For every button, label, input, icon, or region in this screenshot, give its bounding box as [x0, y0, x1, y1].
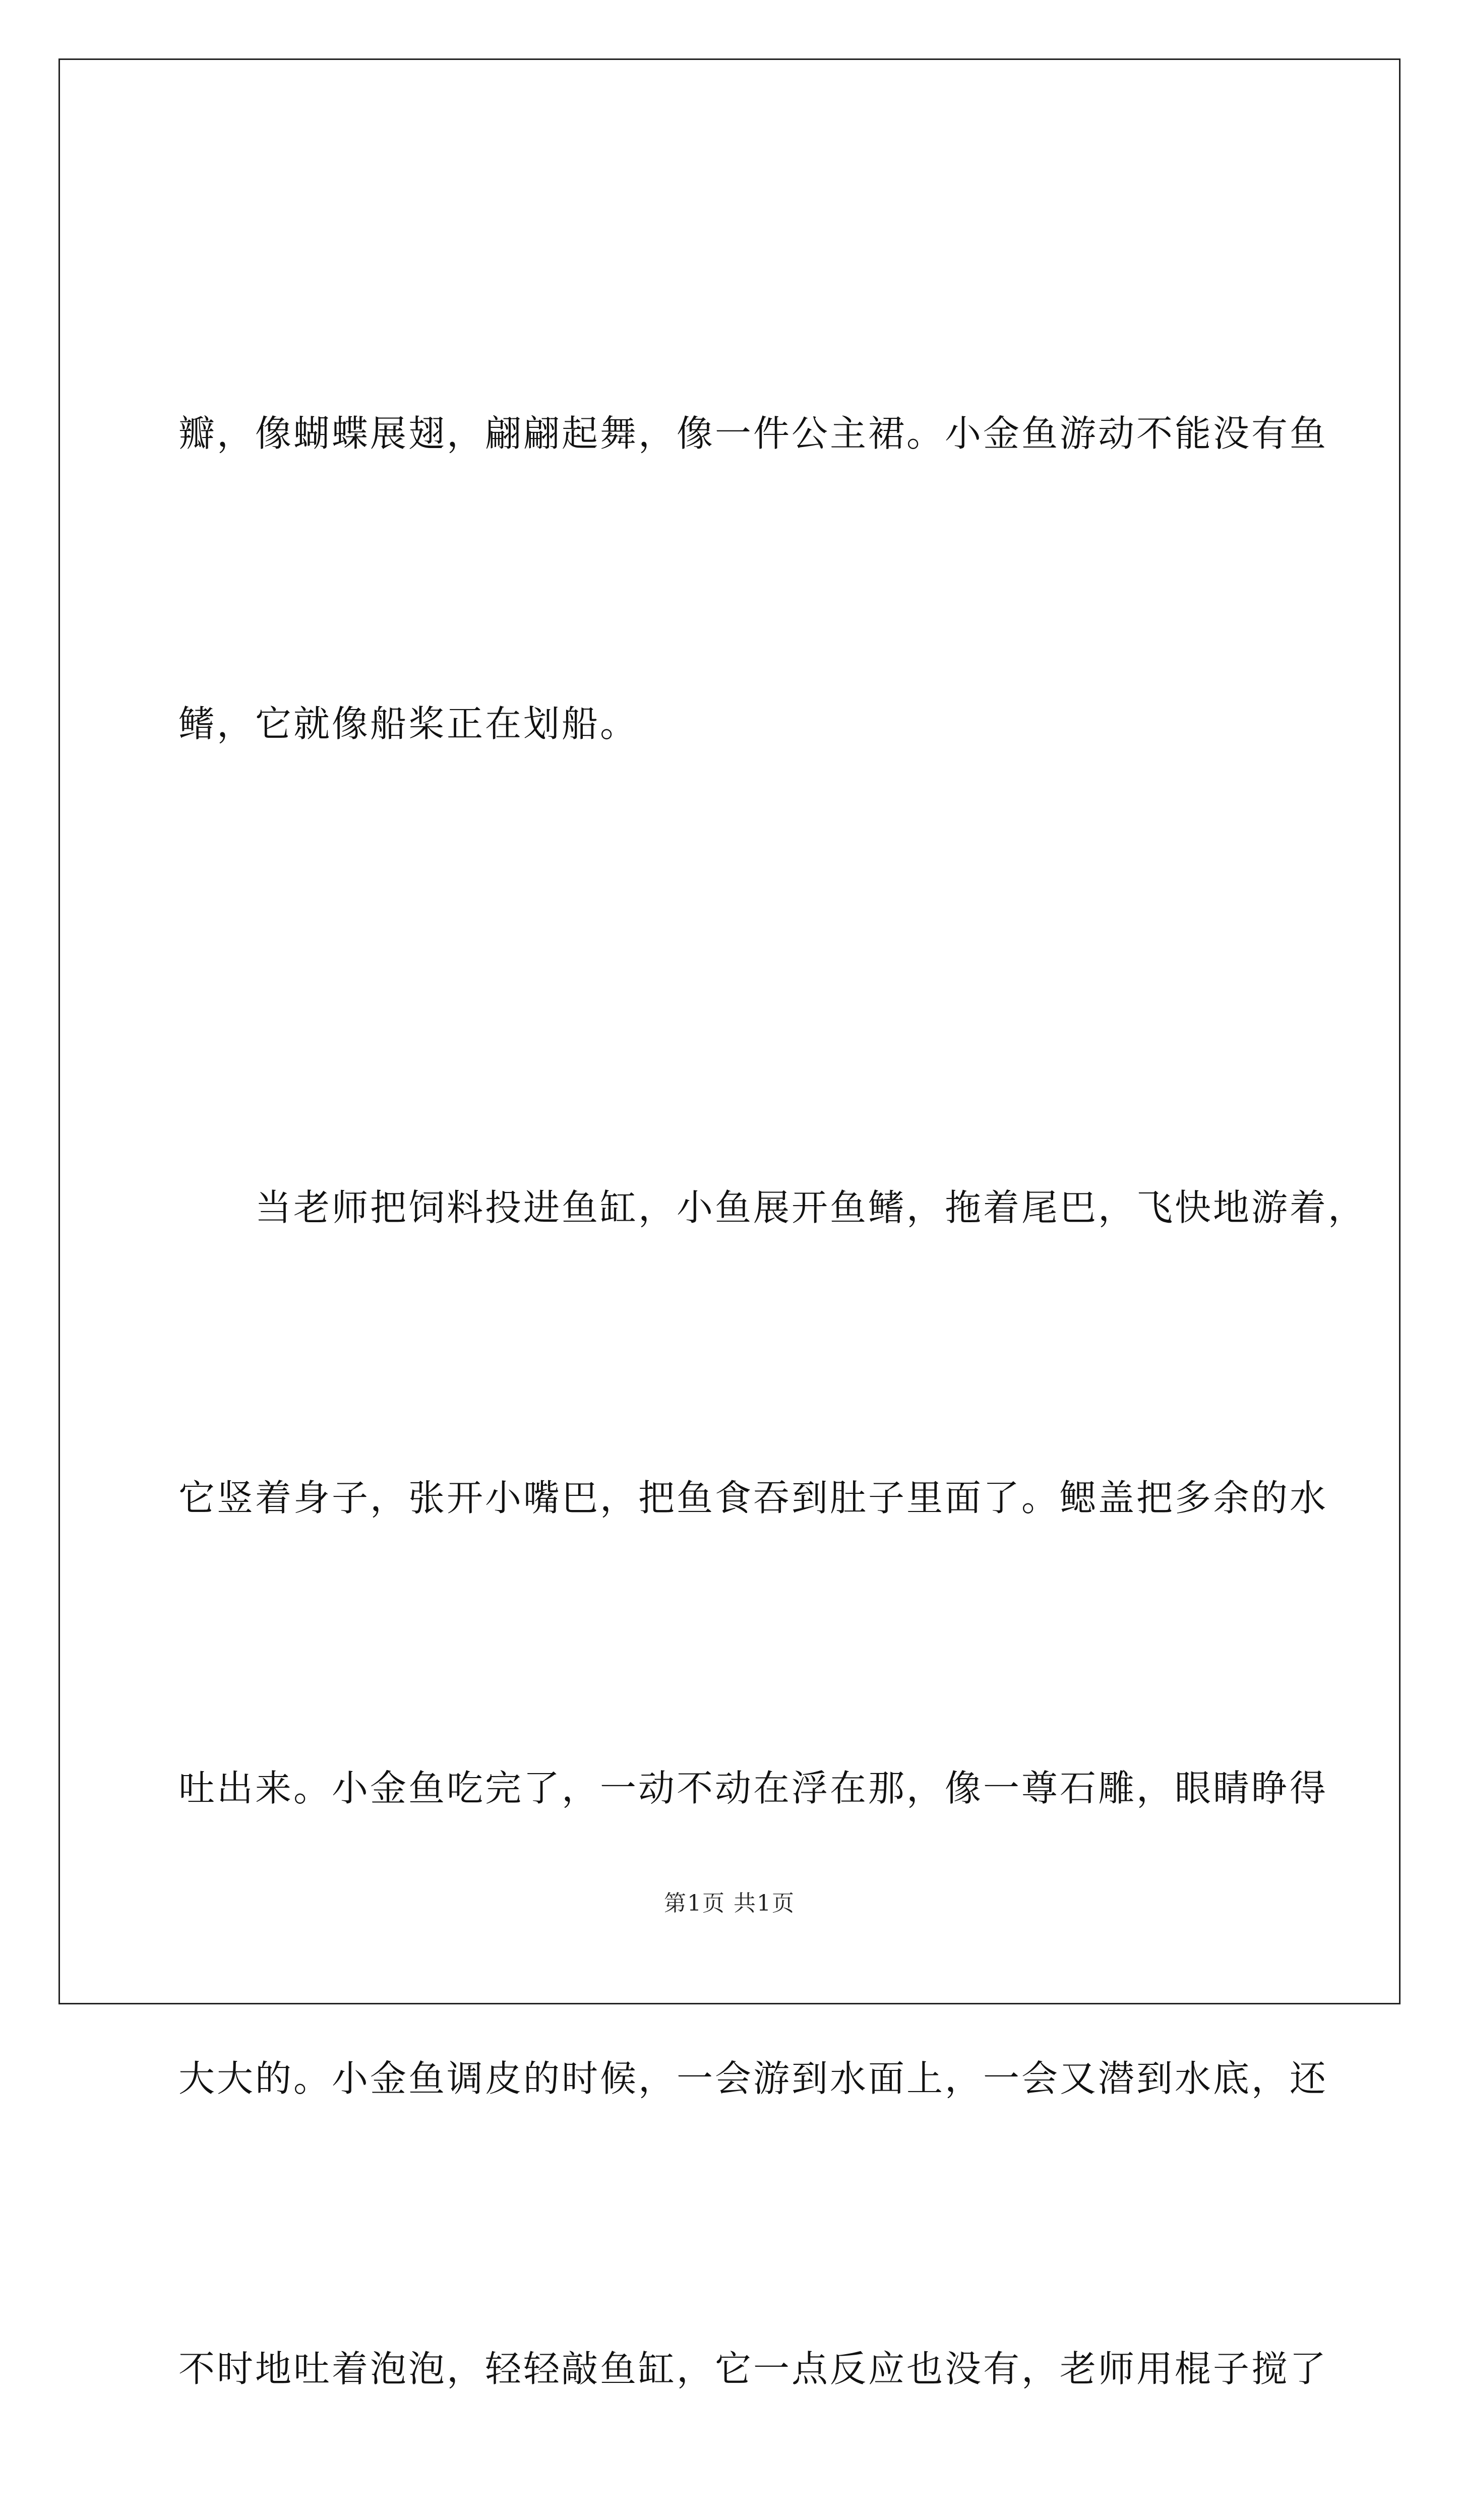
text-line: 鳍，它就像船桨正在划船。 [178, 703, 639, 745]
document-body [178, 192, 1367, 2520]
text-line: 吐出来。小金鱼吃完了，一动不动在浮在那，像一尊石雕，眼睛睁得 [178, 1767, 1328, 1809]
text-line: 瓣，像蝴蝶展翅，翩翩起舞，像一件公主裙。小金鱼游动不能没有鱼 [178, 412, 1328, 455]
paragraph-1 [178, 192, 1328, 966]
text-line: 大大的。小金鱼调皮的时候，一会游到水面上，一会又潜到水底，还 [178, 2057, 1328, 2100]
text-line: 它竖着身子，张开小嘴巴，把鱼食吞到肚子里面了。鳃盖把多余的水 [178, 1477, 1328, 1519]
paragraph-2 [178, 966, 1367, 2520]
text-line: 不时地吐着泡泡，轻轻敲鱼缸，它一点反应也没有，老师用棍子搅了 [178, 2348, 1328, 2390]
text-line: 当老师把饲料投进鱼缸，小鱼展开鱼鳍，拖着尾巴，飞快地游着， [255, 1186, 1367, 1229]
page-footer: 第1页 共1页 [664, 1891, 795, 1916]
